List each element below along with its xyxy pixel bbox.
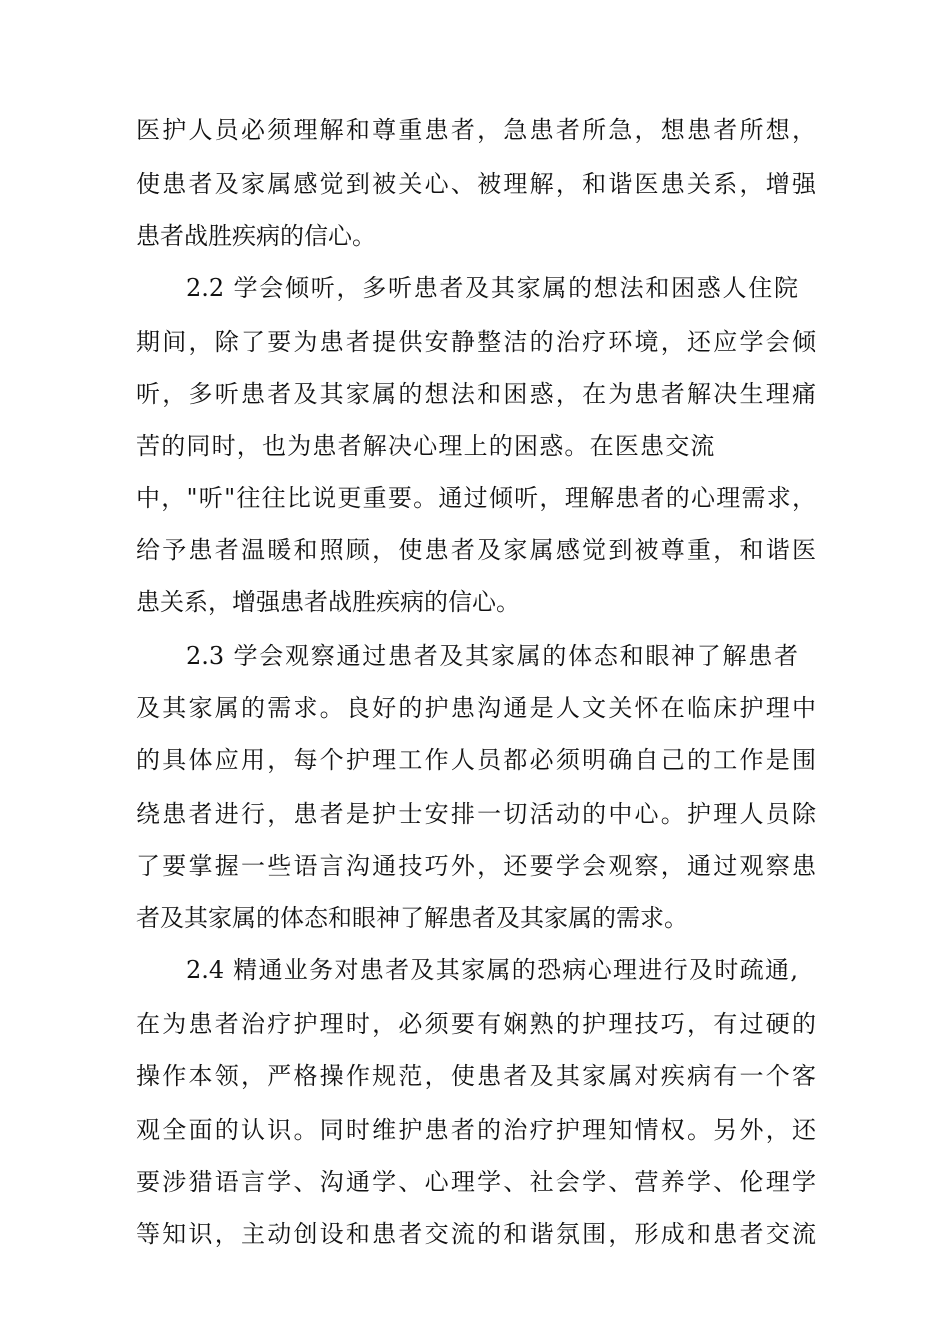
text-line: 听，多听患者及其家属的想法和困惑，在为患者解决生理痛	[136, 380, 816, 408]
text-line: 苦的同时，也为患者解决心理上的困惑。在医患交流	[136, 432, 716, 460]
text-line: 操作本领，严格操作规范，使患者及其家属对疾病有一个客	[136, 1062, 816, 1090]
text-line: 中，"听"往往比说更重要。通过倾听，理解患者的心理需求，	[136, 484, 816, 512]
text-line: 绕患者进行，患者是护士安排一切活动的中心。护理人员除	[136, 800, 816, 828]
text-line: 了要掌握一些语言沟通技巧外，还要学会观察，通过观察患	[136, 852, 816, 880]
text-line: 患者战胜疾病的信心。	[136, 222, 376, 250]
text-line: 期间，除了要为患者提供安静整洁的治疗环境，还应学会倾	[136, 328, 816, 356]
text-line: 者及其家属的体态和眼神了解患者及其家属的需求。	[136, 904, 688, 932]
text-line: 使患者及家属感觉到被关心、被理解，和谐医患关系，增强	[136, 170, 816, 198]
section-2-2-heading-line: 2.2 学会倾听，多听患者及其家属的想法和困惑人住院	[186, 274, 798, 302]
text-line: 患关系，增强患者战胜疾病的信心。	[136, 588, 520, 616]
text-line: 要涉猎语言学、沟通学、心理学、社会学、营养学、伦理学	[136, 1168, 816, 1196]
section-2-4-heading-line: 2.4 精通业务对患者及其家属的恐病心理进行及时疏通,	[186, 956, 798, 984]
section-2-3-heading-line: 2.3 学会观察通过患者及其家属的体态和眼神了解患者	[186, 642, 798, 670]
text-line: 给予患者温暖和照顾，使患者及家属感觉到被尊重，和谐医	[136, 536, 816, 564]
text-line: 观全面的认识。同时维护患者的治疗护理知情权。另外，还	[136, 1116, 816, 1144]
text-line: 在为患者治疗护理时，必须要有娴熟的护理技巧，有过硬的	[136, 1010, 816, 1038]
text-line: 医护人员必须理解和尊重患者，急患者所急，想患者所想，	[136, 116, 816, 144]
text-line: 的具体应用，每个护理工作人员都必须明确自己的工作是围	[136, 746, 816, 774]
text-line: 及其家属的需求。良好的护患沟通是人文关怀在临床护理中	[136, 694, 816, 722]
text-line: 等知识，主动创设和患者交流的和谐氛围，形成和患者交流	[136, 1220, 816, 1248]
